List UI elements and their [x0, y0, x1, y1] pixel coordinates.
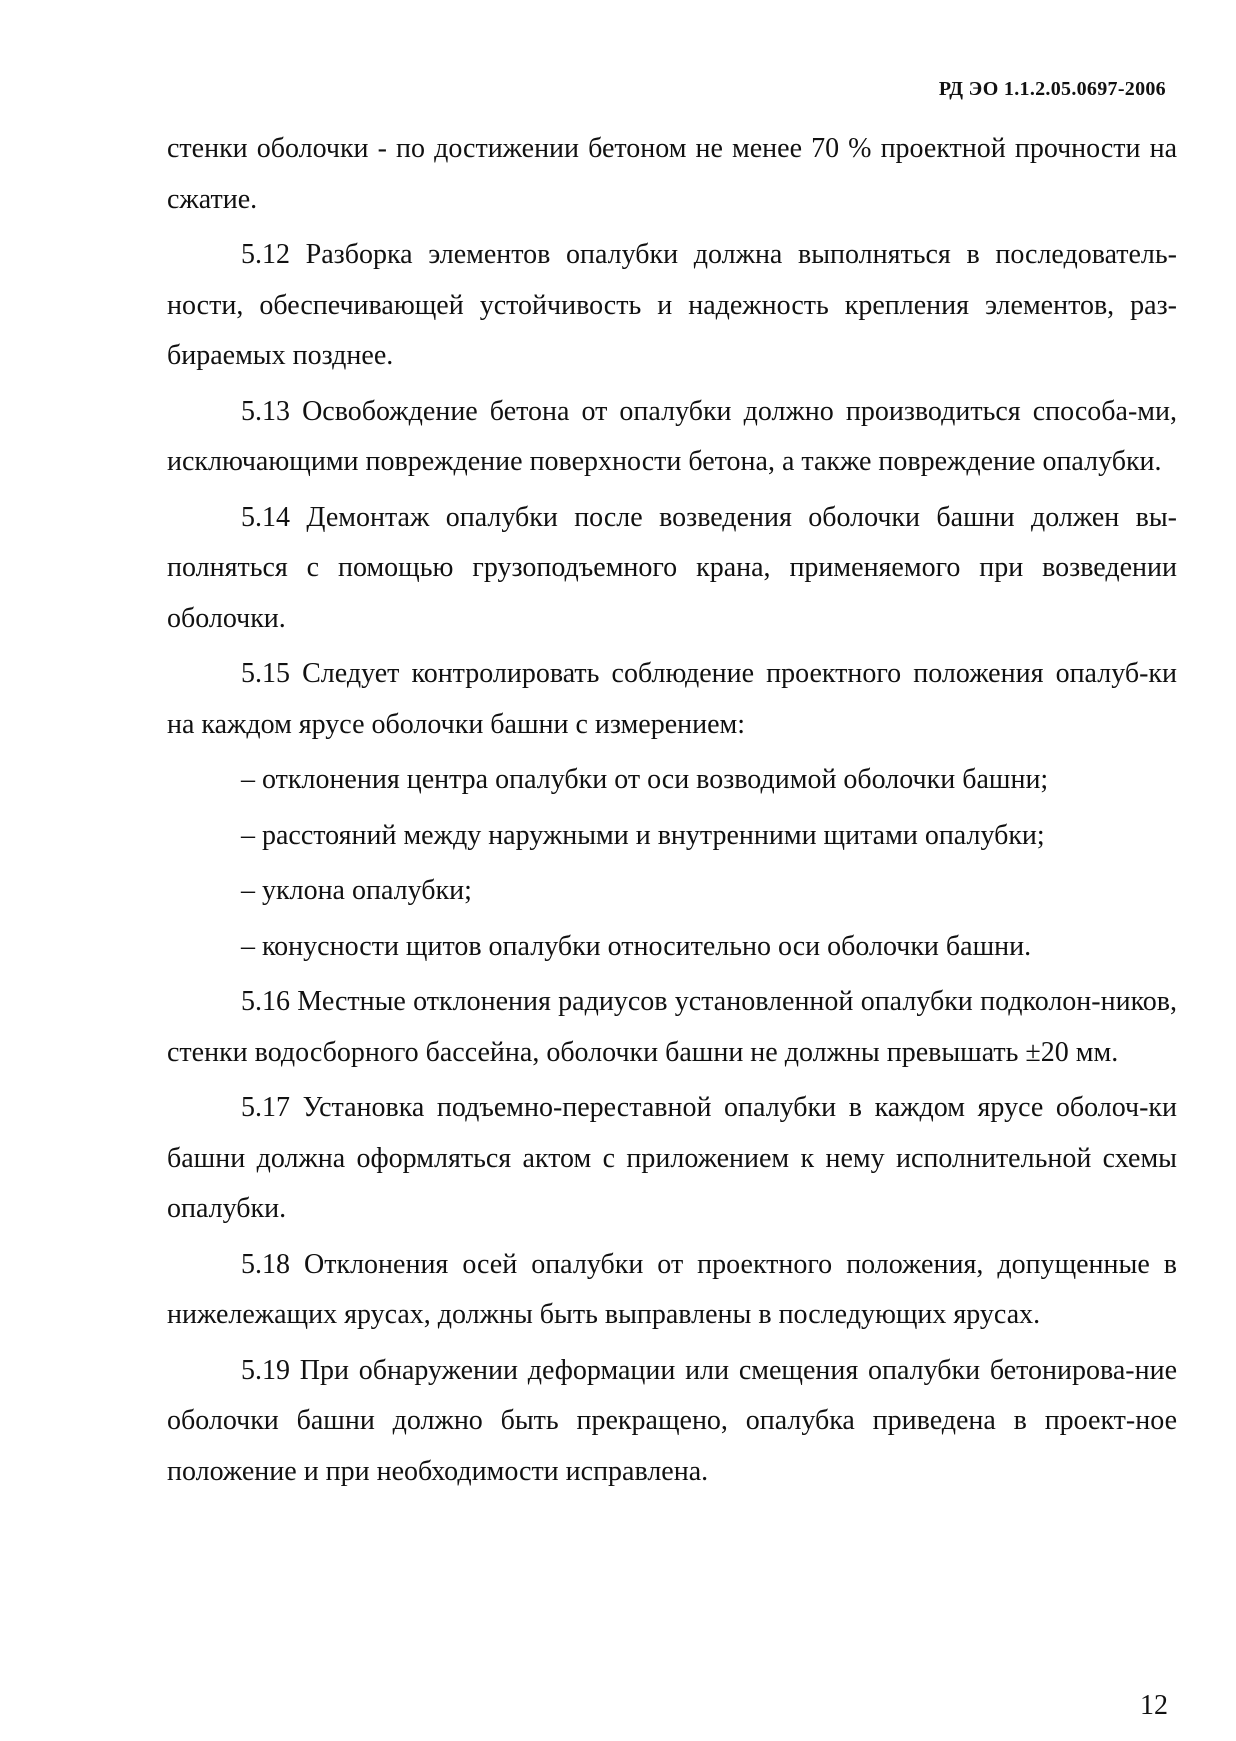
paragraph-5-12: 5.12 Разборка элементов опалубки должна выполняться в последователь-ности, обеспечивающей устойчивость и надежность крепления элементов, раз-бираемых позднее.	[167, 239, 1177, 371]
paragraph-5-16: 5.16 Местные отклонения радиусов установленной опалубки подколон-ников, стенки водосборного бассейна, оболочки башни не должны превышать ±20 мм.	[167, 986, 1177, 1068]
paragraph-5-13: 5.13 Освобождение бетона от опалубки должно производиться способа-ми, исключающими повреждение поверхности бетона, а также повреждение опалубки.	[167, 395, 1177, 477]
list-item: – отклонения центра опалубки от оси возводимой оболочки башни;	[241, 764, 1049, 795]
list-item: – уклона опалубки;	[241, 875, 472, 906]
paragraph-5-15: 5.15 Следует контролировать соблюдение проектного положения опалуб-ки на каждом ярусе оболочки башни с измерением:	[167, 658, 1177, 740]
document-body	[167, 124, 1177, 1502]
page-number: 12	[1140, 1690, 1168, 1721]
list-item: – конусности щитов опалубки относительно оси оболочки башни.	[241, 930, 1032, 962]
paragraph-5-19: 5.19 При обнаружении деформации или смещения опалубки бетонирова-ние оболочки башни должно быть прекращено, опалубка приведена в проект-ное положение и при необходимости исправлена.	[167, 1354, 1177, 1487]
list-item: – расстояний между наружными и внутренними щитами опалубки;	[241, 819, 1045, 851]
paragraph-continuation: стенки оболочки - по достижении бетоном не менее 70 % проектной прочности на сжатие.	[167, 133, 1177, 215]
paragraph-5-14: 5.14 Демонтаж опалубки после возведения оболочки башни должен вы-полняться с помощью грузоподъемного крана, применяемого при возведении оболочки.	[167, 501, 1177, 634]
paragraph-5-18: 5.18 Отклонения осей опалубки от проектного положения, допущенные в нижележащих ярусах, должны быть выправлены в последующих ярусах.	[167, 1248, 1177, 1330]
paragraph-5-17: 5.17 Установка подъемно-переставной опалубки в каждом ярусе оболоч-ки башни должна оформляться актом с приложением к нему исполнительной схемы опалубки.	[167, 1092, 1177, 1224]
document-code: РД ЭО 1.1.2.05.0697-2006	[938, 78, 1166, 100]
